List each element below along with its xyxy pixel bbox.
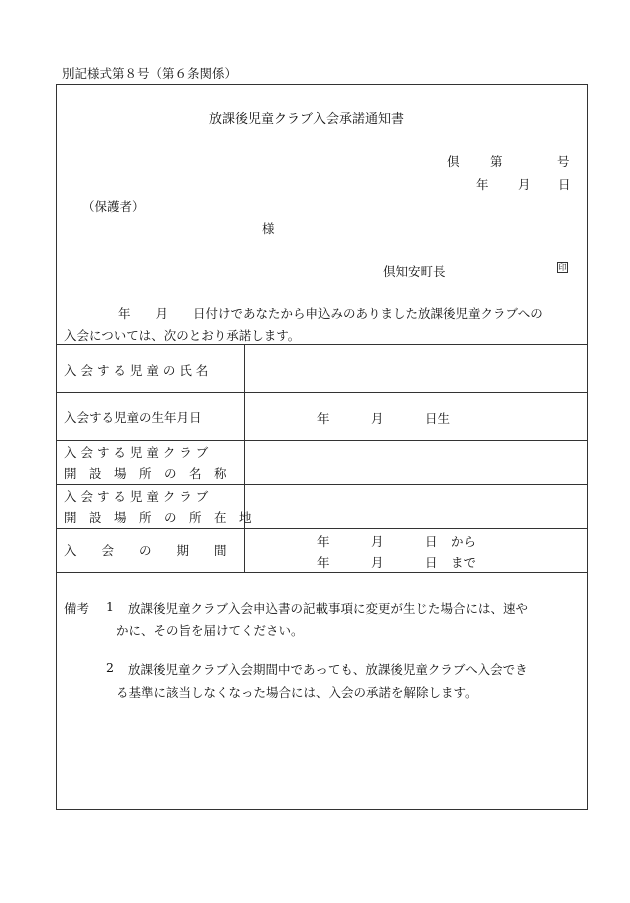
table-rule (56, 572, 588, 573)
club-address-field[interactable] (246, 486, 586, 527)
period-from-month: 月 (371, 534, 384, 549)
date-month: 月 (518, 177, 531, 192)
period-label: 入 会 の 期 間 (64, 543, 227, 558)
dob-year: 年 (317, 411, 330, 426)
club-name-label-2: 開 設 場 所 の 名 称 (64, 466, 227, 481)
intro-line-1: 年 月 日付けであなたから申込みのありました放課後児童クラブへの (118, 306, 543, 321)
remark-2-line-2: る基準に該当しなくなった場合には、入会の承諾を解除します。 (116, 685, 478, 700)
document-title: 放課後児童クラブ入会承諾通知書 (209, 112, 405, 127)
seal-mark: 印 (558, 263, 567, 272)
club-address-label-1: 入 会 す る 児 童 ク ラ ブ (64, 489, 209, 504)
remark-1-line-1: 放課後児童クラブ入会申込書の記載事項に変更が生じた場合には、速や (128, 601, 529, 616)
period-to-day: 日 (425, 555, 438, 570)
doc-number-go: 号 (557, 154, 570, 169)
doc-number-dai: 第 (490, 154, 503, 169)
club-address-label-2: 開 設 場 所 の 所 在 地 (64, 510, 252, 525)
table-rule (56, 440, 588, 441)
date-day: 日 (558, 177, 571, 192)
period-to-suffix: まで (451, 555, 477, 570)
club-name-field[interactable] (246, 442, 586, 483)
remark-1-line-2: かに、その旨を届けてください。 (116, 623, 304, 638)
period-to-year: 年 (317, 555, 330, 570)
sama-label: 様 (262, 221, 275, 236)
doc-number-prefix: 倶 (447, 154, 460, 169)
child-dob-label: 入会する児童の生年月日 (64, 410, 202, 425)
child-name-field[interactable] (246, 346, 586, 391)
issuer-name: 倶知安町長 (383, 264, 446, 279)
remark-2-number: 2 (106, 660, 114, 675)
dob-day-suffix: 日生 (425, 411, 451, 426)
period-to-month: 月 (371, 555, 384, 570)
table-rule (56, 528, 588, 529)
table-rule (56, 484, 588, 485)
table-rule (56, 344, 588, 345)
table-divider (244, 344, 245, 572)
intro-line-2: 入会については、次のとおり承諾します。 (64, 328, 301, 343)
period-from-suffix: から (451, 534, 477, 549)
period-from-day: 日 (425, 534, 438, 549)
date-year: 年 (476, 177, 489, 192)
remark-2-line-1: 放課後児童クラブ入会期間中であっても、放課後児童クラブへ入会でき (128, 662, 528, 677)
guardian-label: （保護者） (82, 199, 145, 214)
period-from-year: 年 (317, 534, 330, 549)
club-name-label-1: 入 会 す る 児 童 ク ラ ブ (64, 445, 209, 460)
child-name-label: 入 会 す る 児 童 の 氏 名 (64, 363, 209, 378)
table-rule (56, 392, 588, 393)
remark-1-number: 1 (106, 599, 114, 614)
remarks-label: 備考 (64, 601, 90, 616)
dob-month: 月 (371, 411, 384, 426)
form-number: 別記様式第８号（第６条関係） (62, 66, 238, 81)
